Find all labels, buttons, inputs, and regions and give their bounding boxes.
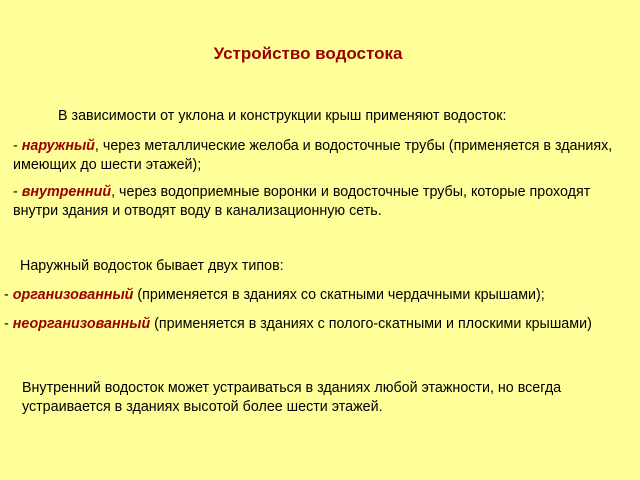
term-inner: внутренний xyxy=(21,184,112,200)
list-item-organized xyxy=(4,286,636,305)
item-text: , через водоприемные воронки и водосточные трубы, которые проходят внутри здания и отводят воду в канализационную сеть. xyxy=(13,184,591,219)
item-text: (применяется в зданиях с полого-скатными и плоскими крышами) xyxy=(150,316,592,332)
list-item-outer-drain xyxy=(13,137,613,175)
item-dash: - xyxy=(4,316,13,332)
list-item-unorganized xyxy=(4,315,636,334)
slide-title: Устройство водостока xyxy=(213,44,403,63)
outer-types-intro: Наружный водосток бывает двух типов: xyxy=(20,258,284,274)
item-text: , через металлические желоба и водосточные трубы (применяется в зданиях, имеющих до шести этажей); xyxy=(13,138,613,173)
term-organized: организованный xyxy=(12,287,134,303)
item-dash: - xyxy=(4,287,13,303)
intro-text: В зависимости от уклона и конструкции крыш применяют водосток: xyxy=(58,108,507,124)
term-unorganized: неорганизованный xyxy=(12,316,151,332)
list-item-inner-drain xyxy=(13,183,613,221)
item-dash: - xyxy=(13,138,22,154)
item-text: (применяется в зданиях со скатными чердачными крышами); xyxy=(133,287,545,303)
inner-drain-note: Внутренний водосток может устраиваться в зданиях любой этажности, но всегда устраивается в зданиях высотой более шести этажей. xyxy=(22,380,562,415)
item-dash: - xyxy=(13,184,22,200)
term-outer: наружный xyxy=(21,138,95,154)
